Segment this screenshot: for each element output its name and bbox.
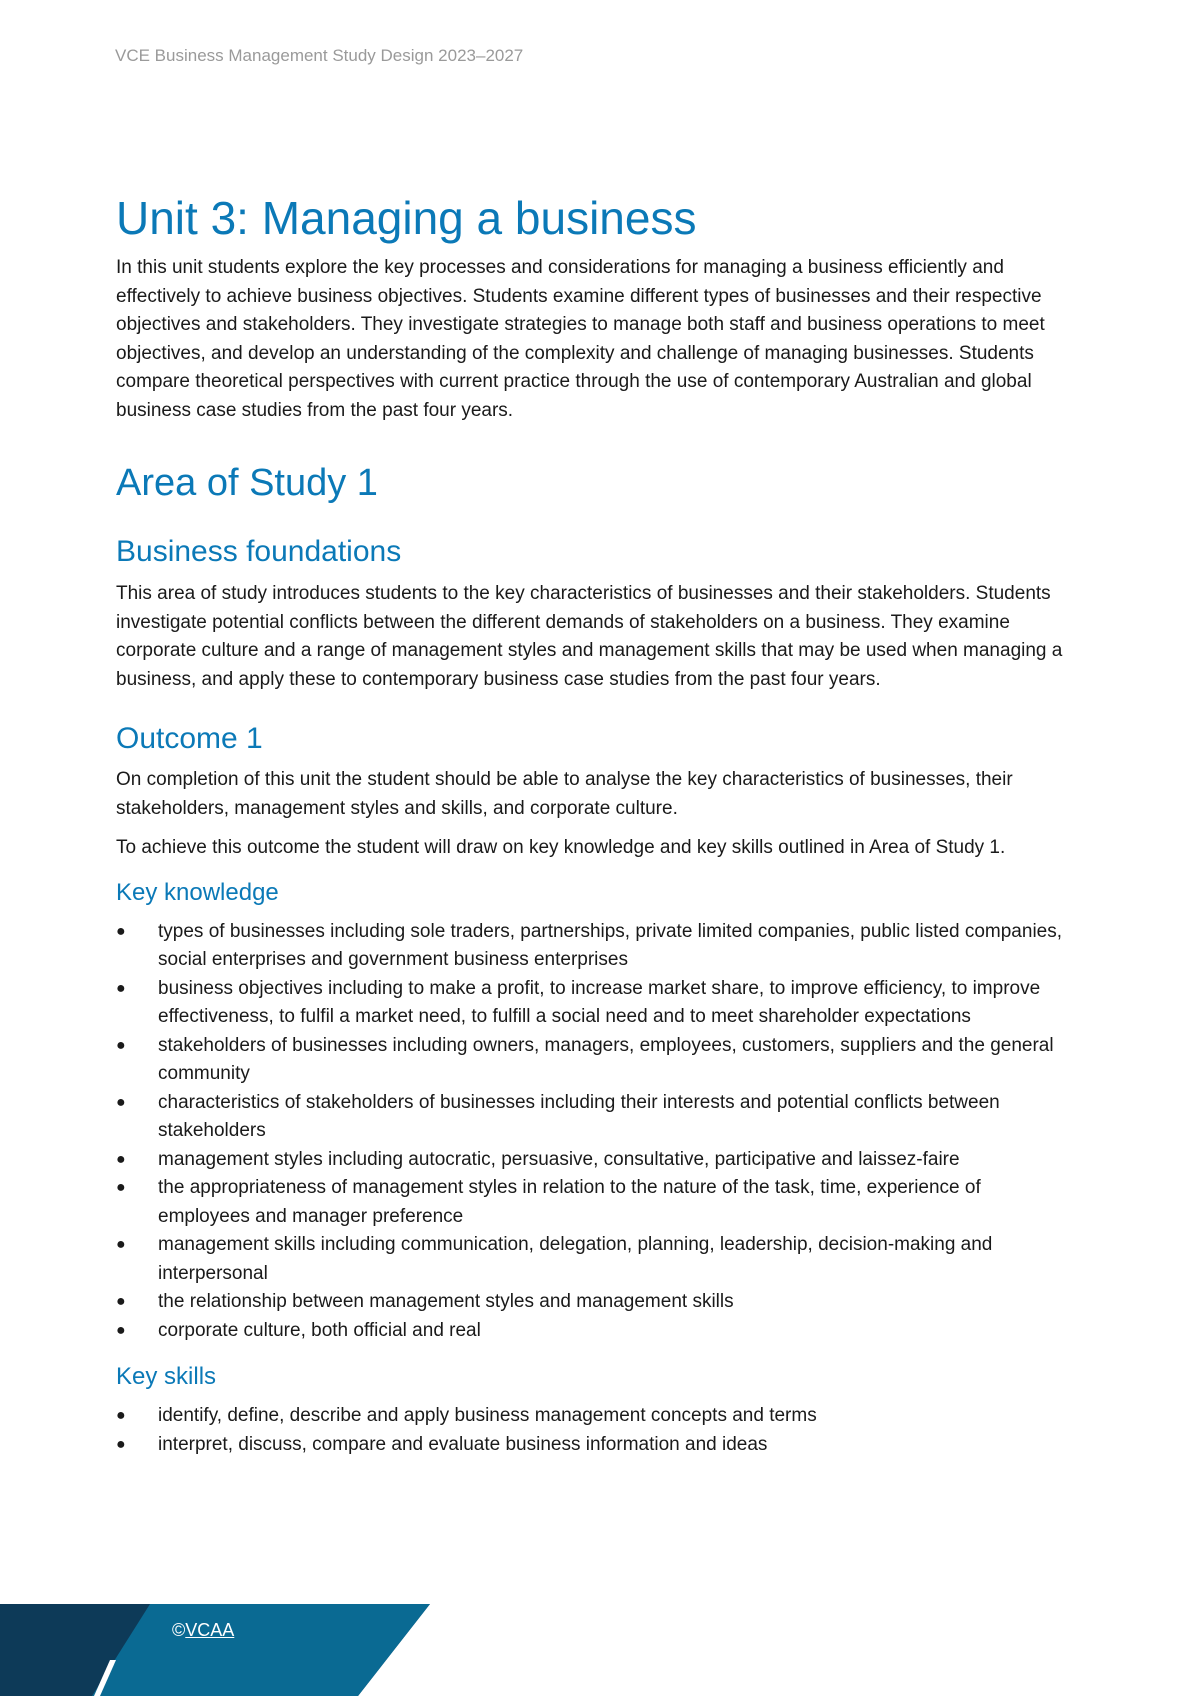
list-item <box>116 1402 1076 1431</box>
list-item-text: business objectives including to make a profit, to increase market share, to improve efficiency, to improve effectiveness, to fulfil a market need, to fulfill a social need and to meet shareholder expectations <box>158 977 1041 1027</box>
list-item <box>116 1174 1076 1231</box>
page-content <box>116 190 1076 1459</box>
list-item <box>116 1317 1076 1346</box>
key-knowledge-list <box>116 918 1076 1346</box>
list-item <box>116 1146 1076 1175</box>
vcaa-link[interactable]: VCAA <box>185 1620 235 1640</box>
area-of-study-description: This area of study introduces students to the key characteristics of businesses and their stakeholders. Students investigate potential conflicts between the different demands of stakeholders on a business. They examine corporate culture and a range of management styles and management skills that may be used when managing a business, and apply these to contemporary business case studies from the past four years. <box>116 583 1063 690</box>
list-item-text: stakeholders of businesses including owners, managers, employees, customers, suppliers and the general community <box>158 1034 1054 1084</box>
list-item-text: types of businesses including sole traders, partnerships, private limited companies, public listed companies, social enterprises and government business enterprises <box>158 920 1063 970</box>
list-item <box>116 1032 1076 1089</box>
unit-intro: In this unit students explore the key processes and considerations for managing a business efficiently and effectively to achieve business objectives. Students examine different types of businesses and their respective objectives and stakeholders. They investigate strategies to manage both staff and business operations to meet objectives, and develop an understanding of the complexity and challenge of managing businesses. Students compare theoretical perspectives with current practice through the use of contemporary Australian and global business case studies from the past four years. <box>116 257 1045 421</box>
list-item <box>116 975 1076 1032</box>
list-item-text: interpret, discuss, compare and evaluate business information and ideas <box>158 1433 768 1455</box>
key-skills-list <box>116 1402 1076 1459</box>
bullet-icon: ● <box>116 922 126 940</box>
bullet-icon: ● <box>116 1093 126 1111</box>
list-item <box>116 1231 1076 1288</box>
list-item-text: corporate culture, both official and real <box>158 1319 481 1341</box>
bullet-icon: ● <box>116 1179 126 1196</box>
list-item <box>116 1288 1076 1317</box>
key-skills-heading: Key skills <box>116 1363 217 1390</box>
bullet-icon: ● <box>116 979 126 997</box>
footer-mid-shape <box>92 1604 430 1696</box>
outcome-statement: On completion of this unit the student should be able to analyse the key characteristics of businesses, their stakeholders, management styles and skills, and corporate culture. <box>116 769 1013 819</box>
list-item <box>116 1431 1076 1460</box>
list-item <box>116 918 1076 975</box>
bullet-icon: ● <box>116 1435 126 1453</box>
area-of-study-heading: Area of Study 1 <box>116 462 378 504</box>
area-of-study-subheading: Business foundations <box>116 535 402 568</box>
key-knowledge-heading: Key knowledge <box>116 878 279 906</box>
outcome-heading: Outcome 1 <box>116 722 263 755</box>
list-item-text: the appropriateness of management styles in relation to the nature of the task, time, experience of employees and manager preference <box>158 1177 981 1227</box>
bullet-icon: ● <box>116 1407 126 1424</box>
running-header: VCE Business Management Study Design 2023–2027 <box>115 46 524 65</box>
footer-band <box>0 1604 430 1696</box>
bullet-icon: ● <box>116 1150 126 1168</box>
outcome-note: To achieve this outcome the student will draw on key knowledge and key skills outlined in Area of Study 1. <box>116 837 1006 858</box>
bullet-icon: ● <box>116 1293 126 1310</box>
list-item-text: characteristics of stakeholders of businesses including their interests and potential conflicts between stakeholders <box>158 1091 1000 1141</box>
copyright-symbol: © <box>172 1620 186 1640</box>
bullet-icon: ● <box>116 1321 126 1339</box>
list-item-text: management styles including autocratic, persuasive, consultative, participative and laissez-faire <box>158 1148 960 1170</box>
footer-copyright <box>172 1620 234 1641</box>
list-item-text: identify, define, describe and apply business management concepts and terms <box>158 1405 817 1426</box>
list-item-text: management skills including communication, delegation, planning, leadership, decision-making and interpersonal <box>158 1234 993 1284</box>
list-item <box>116 1089 1076 1146</box>
bullet-icon: ● <box>116 1236 126 1253</box>
list-item-text: the relationship between management styles and management skills <box>158 1291 734 1312</box>
unit-title: Unit 3: Managing a business <box>116 192 697 244</box>
bullet-icon: ● <box>116 1036 126 1054</box>
